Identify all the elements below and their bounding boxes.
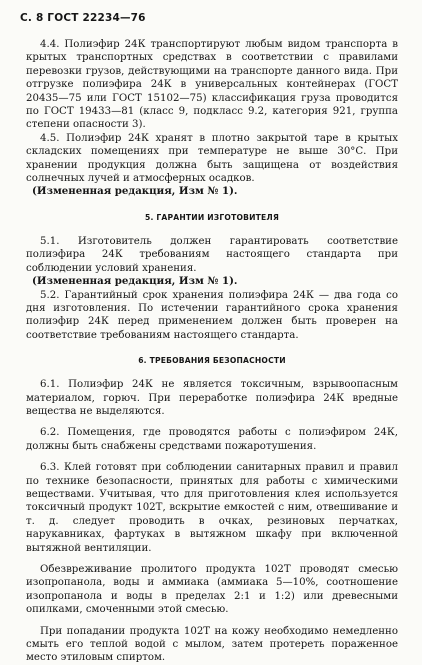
paragraph-5-1: 5.1. Изготовитель должен гарантировать соответствие полиэфира 24К требованиям настоящего стандарта при соблюдении условий хранения. xyxy=(26,235,398,274)
paragraph-decontamination: Обезвреживание пролитого продукта 102Т проводят смесью изопропанола, воды и аммиака (аммиака 5—10%, соотношение изопропанола и воды в пределах 2:1 и 1:2) или древесными опилками, смоченными этой смесью. xyxy=(26,564,398,616)
page-header: С. 8 ГОСТ 22234—76 xyxy=(20,12,146,24)
paragraph-6-3: 6.3. Клей готовят при соблюдении санитарных правил и правил по технике безопасности, принятых для работы с химическими веществами. Учитывая, что для приготовления клея используется токсичный продукт 102Т, вскрытие емкостей с ним, отвешивание и т. д. следует проводить в очках, резиновых перчатках, нарукавниках, фартуках в вытяжном шкафу при включенной вытяжной вентиляции. xyxy=(26,462,398,554)
amendment-note-5: (Измененная редакция, Изм № 1). xyxy=(32,275,238,288)
paragraph-4-5: 4.5. Полиэфир 24К хранят в плотно закрытой таре в крытых складских помещениях при температуре не выше 30°С. При хранении продукция должна быть защищена от воздействия солнечных лучей и атмосферных осадков. xyxy=(26,132,398,185)
amendment-note-4: (Измененная редакция, Изм № 1). xyxy=(32,185,238,198)
section-6-heading: 6. ТРЕБОВАНИЯ БЕЗОПАСНОСТИ xyxy=(138,356,286,366)
paragraph-skin-contact: При попадании продукта 102Т на кожу необходимо немедленно смыть его теплой водой с мылом, затем протереть пораженное место этиловым спиртом. xyxy=(26,625,398,664)
paragraph-4-4: 4.4. Полиэфир 24К транспортируют любым видом транспорта в крытых транспортных средствах в соответствии с правилами перевозки грузов, действующими на транспорте данного вида. При отгрузке полиэфира 24К в универсальных контейнерах (ГОСТ 20435—75 или ГОСТ 15102—75) классификация груза проводится по ГОСТ 19433—81 (класс 9, подкласс 9.2, категория 921, группа степени опасности 3). xyxy=(26,39,398,131)
paragraph-6-2: 6.2. Помещения, где проводятся работы с полиэфиром 24К, должны быть снабжены средствами пожаротушения. xyxy=(26,427,398,452)
section-5-heading: 5. ГАРАНТИИ ИЗГОТОВИТЕЛЯ xyxy=(144,212,279,222)
paragraph-6-1: 6.1. Полиэфир 24К не является токсичным, взрывоопасным материалом, горюч. При переработке полиэфира 24К вредные вещества не выделяются. xyxy=(26,379,398,417)
paragraph-5-2: 5.2. Гарантийный срок хранения полиэфира 24К — два года со дня изготовления. По истечении гарантийного срока хранения полиэфир 24К перед применением должен быть проверен на соответствие требованиям настоящего стандарта. xyxy=(26,289,398,341)
